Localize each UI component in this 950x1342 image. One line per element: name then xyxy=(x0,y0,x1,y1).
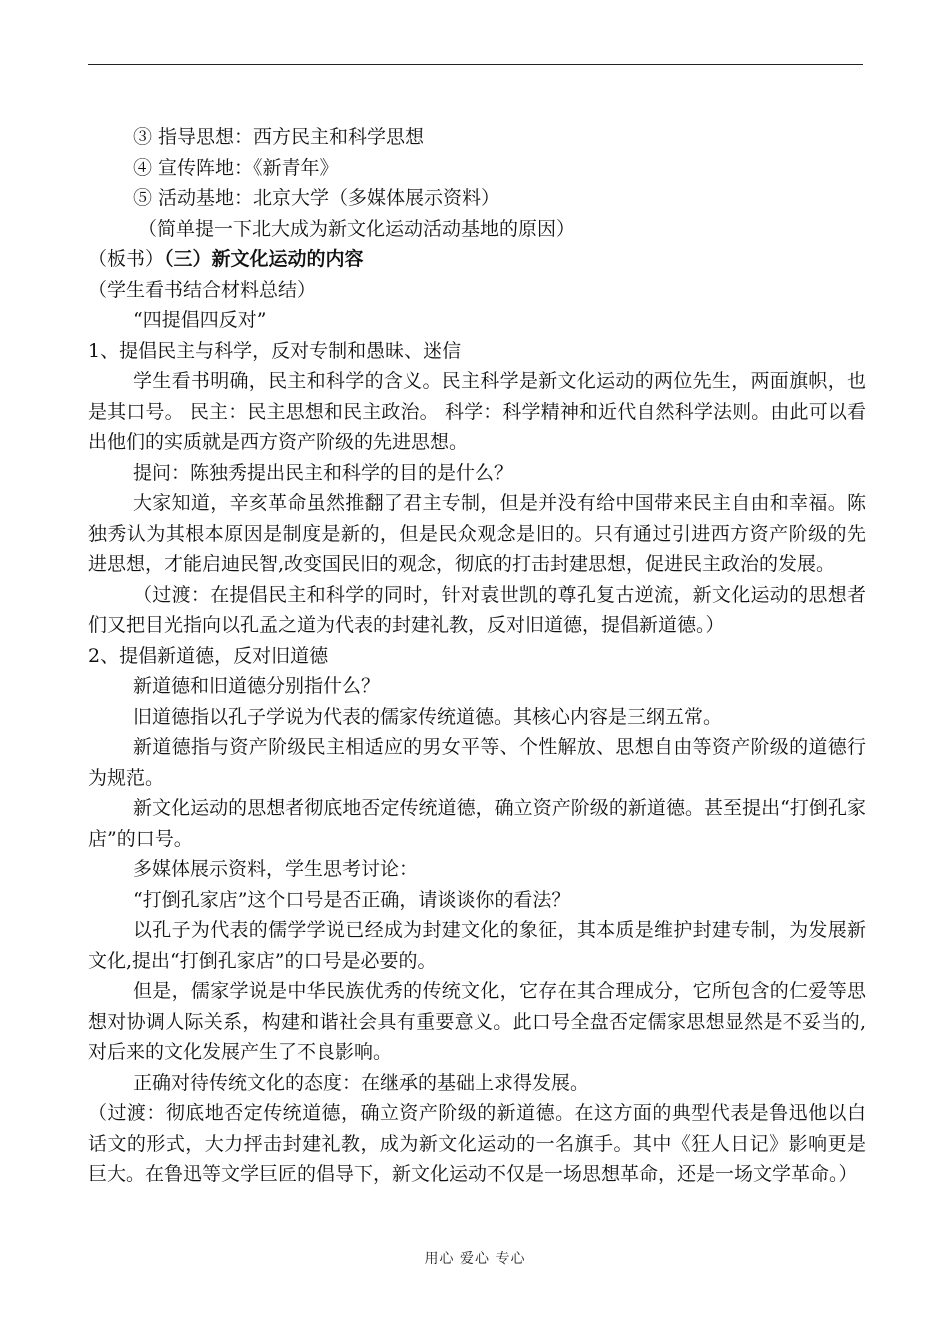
negation-paragraph: 新文化运动的思想者彻底地否定传统道德，确立资产阶级的新道德。甚至提出“打倒孔家店”的口号。 xyxy=(88,797,866,850)
section-title: （三）新文化运动的内容 xyxy=(164,248,364,270)
question-purpose: 提问：陈独秀提出民主和科学的目的是什么？ xyxy=(133,461,514,484)
page-footer: 用心 爱心 专心 xyxy=(424,1251,526,1267)
transition-note-2: （过渡：彻底地否定传统道德，确立资产阶级的新道德。在这方面的典型代表是鲁迅他以白话文的形式，大力抨击封建礼教，成为新文化运动的一名旗手。其中《狂人日记》影响更是巨大。在鲁迅等文学巨匠的倡导下，新文化运动不仅是一场思想革命，还是一场文学革命。） xyxy=(88,1102,866,1185)
document-body xyxy=(88,122,866,1190)
paragraph-revolution: 大家知道，辛亥革命虽然推翻了君主专制，但是并没有给中国带来民主自由和幸福。陈独秀认为其根本原因是制度是新的，但是民众观念是旧的。只有通过引进西方资产阶级的先进思想，才能启迪民智,改变国民旧的观念，彻底的打击封建思想，促进民主政治的发展。 xyxy=(88,492,866,575)
discussion-intro: 多媒体展示资料，学生思考讨论： xyxy=(133,858,419,880)
discussion-question: “打倒孔家店”这个口号是否正确，请谈谈你的看法？ xyxy=(133,888,571,911)
header-rule xyxy=(88,64,863,65)
student-summary-note: （学生看书结合材料总结） xyxy=(88,278,317,301)
old-morality-paragraph: 旧道德指以孔子学说为代表的儒家传统道德。其核心内容是三纲五常。 xyxy=(133,705,723,728)
however-paragraph: 但是，儒家学说是中华民族优秀的传统文化，它存在其合理成分，它所包含的仁爱等思想对协调人际关系，构建和谐社会具有重要意义。此口号全盘否定儒家思想显然是不妥当的,对后来的文化发展产生了不良影响。 xyxy=(88,980,866,1063)
guiding-thought-line: ③ 指导思想：西方民主和科学思想 xyxy=(133,126,425,148)
activity-base-line: ⑤ 活动基地：北京大学（多媒体展示资料） xyxy=(133,187,501,209)
point-2-heading: 2、提倡新道德，反对旧道德 xyxy=(88,644,329,667)
propaganda-base-line: ④ 宣传阵地：《新青年》 xyxy=(133,156,339,179)
peking-university-note: （简单提一下北大成为新文化运动活动基地的原因） xyxy=(138,217,576,240)
transition-note-1: （过渡：在提倡民主和科学的同时，针对袁世凯的尊孔复古逆流，新文化运动的思想者们又把目光指向以孔孟之道为代表的封建礼教，反对旧道德，提倡新道德。） xyxy=(88,583,866,636)
confucianism-paragraph: 以孔子为代表的儒学学说已经成为封建文化的象征，其本质是维护封建专制，为发展新文化,提出“打倒孔家店”的口号是必要的。 xyxy=(88,919,866,972)
question-morality: 新道德和旧道德分别指什么？ xyxy=(133,675,381,697)
four-advocacies: “四提倡四反对” xyxy=(133,309,267,331)
paragraph-democracy-science: 学生看书明确，民主和科学的含义。民主科学是新文化运动的两位先生，两面旗帜，也是其口号。 民主：民主思想和民主政治。 科学：科学精神和近代自然科学法则。由此可以看出他们的实质就是西方资产阶级的先进思想。 xyxy=(88,370,866,453)
section-heading xyxy=(88,244,866,275)
point-1-heading: 1、提倡民主与科学，反对专制和愚昧、迷信 xyxy=(88,339,462,362)
attitude-paragraph: 正确对待传统文化的态度：在继承的基础上求得发展。 xyxy=(133,1071,590,1094)
new-morality-paragraph: 新道德指与资产阶级民主相适应的男女平等、个性解放、思想自由等资产阶级的道德行为规范。 xyxy=(88,736,866,789)
board-label: （板书） xyxy=(88,248,165,270)
